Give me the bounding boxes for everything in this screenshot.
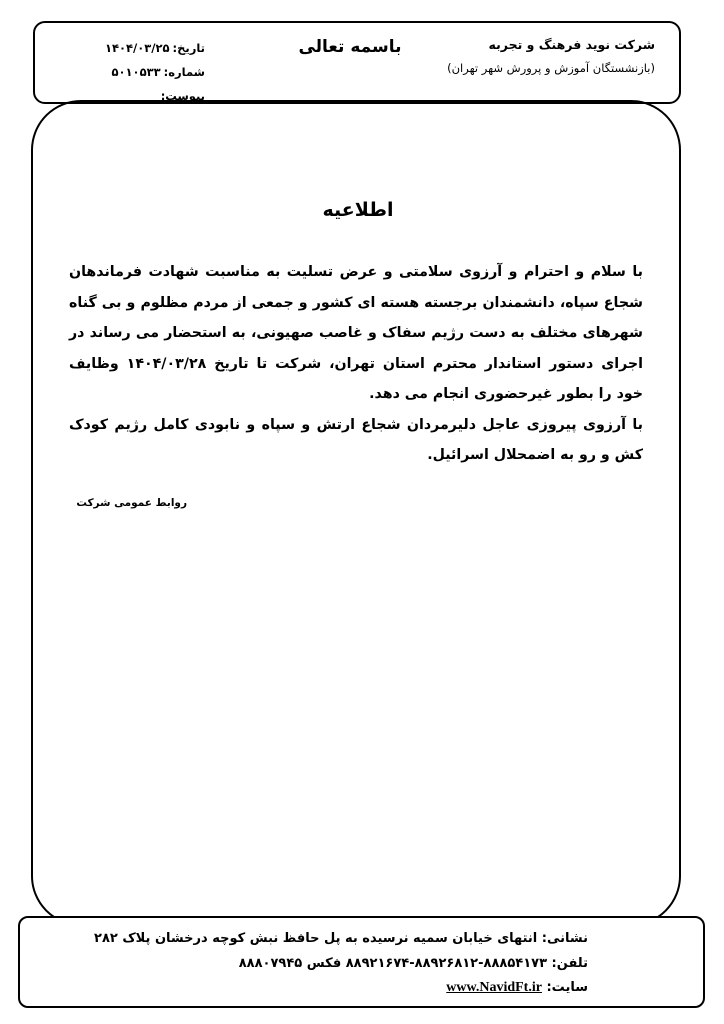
letter-body (31, 100, 681, 926)
signature: روابط عمومی شرکت (76, 497, 187, 509)
bismillah-heading: باسمه تعالی (298, 37, 402, 57)
fax-label: فکس (306, 956, 342, 971)
company-subtitle: (بازنشستگان آموزش و پرورش شهر تهران) (447, 61, 655, 75)
attachment-label: پیوست: (160, 89, 205, 103)
phone-label: تلفن: (551, 956, 588, 971)
contact-line (239, 956, 588, 971)
fax-number: ۸۸۸۰۷۹۴۵ (238, 956, 303, 971)
announcement-content (69, 257, 643, 471)
website-label: سایت: (546, 980, 588, 995)
company-name: شرکت نوید فرهنگ و تجربه (488, 37, 655, 52)
announcement-paragraph-1: با سلام و احترام و آرزوی سلامتی و عرض تسلیت به مناسبت شهادت فرماندهان شجاع سپاه، دانشمندان برجسته هسته ای کشور و جمعی از مردم مظلوم و بی گناه شهرهای مختلف به دست رژیم سفاک و غاصب صهیونی، به استحضار می رساند در اجرای دستور استاندار محترم استان تهران، شرکت تا تاریخ ۱۴۰۴/۰۳/۲۸ وظایف خود را بطور غیرحضوری انجام می دهد. (69, 264, 643, 402)
date-row (95, 39, 205, 63)
announcement-paragraph-2: با آرزوی پیروزی عاجل دلیرمردان شجاع ارتش و سپاه و نابودی کامل رژیم کودک کش و رو به اضمحلال اسرائیل. (69, 416, 643, 463)
address-line: نشانی: انتهای خیابان سمیه نرسیده به پل حافظ نبش کوچه درخشان پلاک ۲۸۲ (94, 931, 588, 946)
letterhead-header (33, 21, 681, 104)
number-label: شماره: (163, 65, 205, 79)
date-label: تاریخ: (172, 41, 205, 55)
website-line (446, 980, 588, 996)
announcement-title: اطلاعیه (322, 199, 394, 221)
phone-numbers: ۸۸۸۵۴۱۷۳-۸۸۹۲۶۸۱۲-۸۸۹۲۱۶۷۴ (345, 956, 548, 971)
number-value: ۵۰۱۰۵۳۳ (111, 65, 161, 79)
number-row (95, 63, 205, 87)
date-value: ۱۴۰۴/۰۳/۲۵ (104, 41, 170, 55)
website-link[interactable]: www.NavidFt.ir (446, 980, 542, 995)
letterhead-footer (18, 916, 705, 1008)
